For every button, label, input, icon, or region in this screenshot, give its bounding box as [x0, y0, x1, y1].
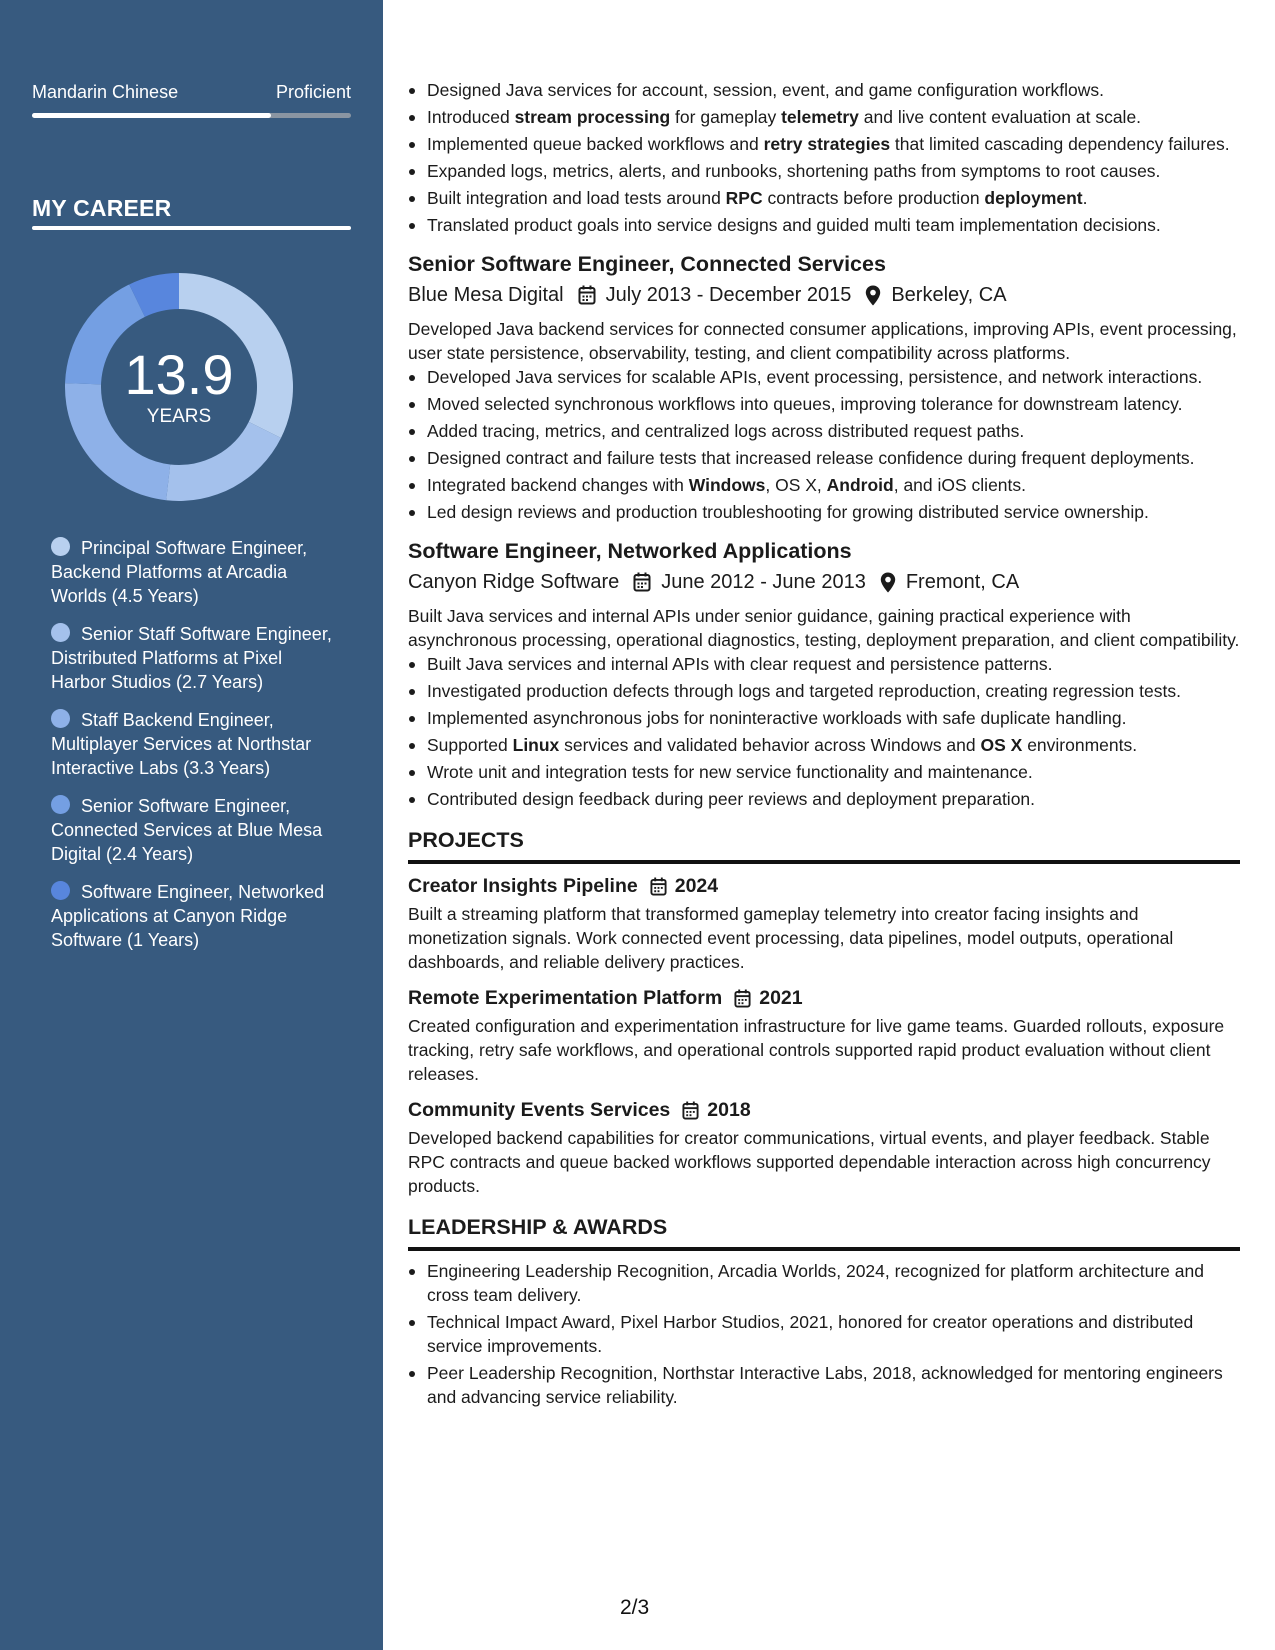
calendar-icon [734, 989, 751, 1008]
job-bullets [408, 652, 1240, 811]
job-title: Software Engineer, Networked Applications [408, 539, 852, 563]
job-bullets [408, 365, 1240, 524]
career-donut-chart [64, 272, 294, 502]
bullet-item: Engineering Leadership Recognition, Arcadia Worlds, 2024, recognized for platform architecture and cross team delivery. [408, 1259, 1240, 1307]
bullet-item: Moved selected synchronous workflows into queues, improving tolerance for downstream latency. [408, 392, 1240, 416]
project-entry [408, 984, 1240, 1086]
career-item [51, 708, 341, 780]
project-year: 2021 [759, 987, 803, 1009]
career-heading-rule [32, 226, 351, 230]
language-row [32, 82, 351, 103]
main-content [408, 78, 1240, 1412]
career-dot [51, 623, 70, 642]
location-pin-icon [880, 572, 896, 593]
sidebar [0, 0, 383, 1650]
projects-list [408, 872, 1240, 1198]
job-entry [408, 249, 1240, 524]
career-item-text: Staff Backend Engineer, Multiplayer Services at Northstar Interactive Labs (3.3 Years) [51, 710, 312, 778]
job-summary: Built Java services and internal APIs under senior guidance, gaining practical experience with asynchronous processing, operational diagnostics, testing, deployment preparation, and client compatibility. [408, 606, 1240, 650]
career-dot [51, 709, 70, 728]
language-name: Mandarin Chinese [32, 82, 179, 102]
bullet-item: Designed Java services for account, session, event, and game configuration workflows. [408, 78, 1240, 102]
project-header [408, 984, 1240, 1012]
projects-heading: PROJECTS [408, 828, 524, 852]
bullet-item: Wrote unit and integration tests for new service functionality and maintenance. [408, 760, 1240, 784]
job-meta [408, 280, 1240, 310]
total-years-unit: YEARS [146, 406, 212, 427]
projects-heading-rule [408, 860, 1240, 864]
career-dot [51, 537, 70, 556]
career-item [51, 794, 341, 866]
bullet-item: Expanded logs, metrics, alerts, and runbooks, shortening paths from symptoms to root causes. [408, 159, 1240, 183]
job-company: Canyon Ridge Software [408, 571, 620, 593]
project-name: Remote Experimentation Platform [408, 987, 723, 1009]
job-dates: June 2012 - June 2013 [661, 571, 866, 593]
career-item-text: Senior Software Engineer, Connected Services at Blue Mesa Digital (2.4 Years) [51, 796, 323, 864]
career-item [51, 536, 341, 608]
bullet-item: Technical Impact Award, Pixel Harbor Studios, 2021, honored for creator operations and distributed service improvements. [408, 1310, 1240, 1358]
job-dates: July 2013 - December 2015 [605, 284, 852, 306]
bullet-item: Implemented asynchronous jobs for noninteractive workloads with safe duplicate handling. [408, 706, 1240, 730]
career-item [51, 622, 341, 694]
bullet-item: Implemented queue backed workflows and retry strategies that limited cascading dependency failures. [408, 132, 1240, 156]
career-item-text: Senior Staff Software Engineer, Distributed Platforms at Pixel Harbor Studios (2.7 Years) [51, 624, 332, 692]
project-entry [408, 872, 1240, 974]
calendar-icon [650, 877, 667, 896]
page-number: 2/3 [620, 1596, 650, 1619]
project-entry [408, 1096, 1240, 1198]
bullet-item: Designed contract and failure tests that increased release confidence during frequent deployments. [408, 446, 1240, 470]
job-summary: Developed Java backend services for connected consumer applications, improving APIs, event processing, user state persistence, observability, testing, and client compatibility across platforms. [408, 319, 1237, 363]
bullet-item: Translated product goals into service designs and guided multi team implementation decisions. [408, 213, 1240, 237]
location-pin-icon [865, 285, 881, 306]
language-proficiency-bar [32, 113, 351, 118]
bullet-item: Led design reviews and production troubleshooting for growing distributed service ownership. [408, 500, 1240, 524]
bullet-item: Investigated production defects through logs and targeted reproduction, creating regression tests. [408, 679, 1240, 703]
job-company: Blue Mesa Digital [408, 284, 564, 306]
bullet-item: Developed Java services for scalable APIs, event processing, persistence, and network interactions. [408, 365, 1240, 389]
calendar-icon [682, 1101, 699, 1120]
career-dot [51, 795, 70, 814]
language-level: Proficient [275, 82, 351, 102]
job-location: Berkeley, CA [891, 284, 1007, 306]
project-description: Created configuration and experimentation infrastructure for live game teams. Guarded rollouts, exposure tracking, retry safe workflows, and operational controls supported rapid product evaluation without client releases. [408, 1016, 1225, 1084]
career-item [51, 880, 341, 952]
career-list [51, 536, 341, 966]
job-entry [408, 536, 1240, 811]
bullet-item: Integrated backend changes with Windows, OS X, Android, and iOS clients. [408, 473, 1240, 497]
project-name: Community Events Services [408, 1099, 671, 1121]
bullet-item: Supported Linux services and validated behavior across Windows and OS X environments. [408, 733, 1240, 757]
previous-job-bullets [408, 78, 1240, 237]
bullet-item: Added tracing, metrics, and centralized logs across distributed request paths. [408, 419, 1240, 443]
career-dot [51, 881, 70, 900]
calendar-icon [578, 285, 596, 305]
project-description: Developed backend capabilities for creator communications, virtual events, and player feedback. Stable RPC contracts and queue backed workflows supported dependable interaction across high concurrency products. [408, 1128, 1211, 1196]
job-meta [408, 567, 1240, 597]
project-name: Creator Insights Pipeline [408, 875, 638, 897]
language-proficiency-fill [32, 113, 271, 118]
career-item-text: Software Engineer, Networked Applications at Canyon Ridge Software (1 Years) [51, 882, 325, 950]
project-year: 2024 [674, 875, 719, 897]
bullet-item: Built integration and load tests around RPC contracts before production deployment. [408, 186, 1240, 210]
total-years-value: 13.9 [124, 343, 234, 406]
bullet-item: Contributed design feedback during peer reviews and deployment preparation. [408, 787, 1240, 811]
calendar-icon [633, 572, 651, 592]
awards-heading: LEADERSHIP & AWARDS [408, 1215, 668, 1239]
job-title: Senior Software Engineer, Connected Services [408, 252, 886, 276]
project-year: 2018 [707, 1099, 751, 1121]
project-header [408, 872, 1240, 900]
career-item-text: Principal Software Engineer, Backend Platforms at Arcadia Worlds (4.5 Years) [51, 538, 308, 606]
job-location: Fremont, CA [905, 571, 1020, 593]
bullet-item: Introduced stream processing for gameplay telemetry and live content evaluation at scale. [408, 105, 1240, 129]
awards-list [408, 1259, 1240, 1409]
bullet-item: Built Java services and internal APIs with clear request and persistence patterns. [408, 652, 1240, 676]
donut-center [64, 272, 294, 502]
project-header [408, 1096, 1240, 1124]
project-description: Built a streaming platform that transformed gameplay telemetry into creator facing insights and monetization signals. Work connected event processing, data pipelines, model outputs, operational dashboards, and reliable delivery practices. [408, 904, 1174, 972]
career-heading: MY CAREER [32, 195, 172, 221]
awards-heading-rule [408, 1247, 1240, 1251]
bullet-item: Peer Leadership Recognition, Northstar Interactive Labs, 2018, acknowledged for mentoring engineers and advancing service reliability. [408, 1361, 1240, 1409]
